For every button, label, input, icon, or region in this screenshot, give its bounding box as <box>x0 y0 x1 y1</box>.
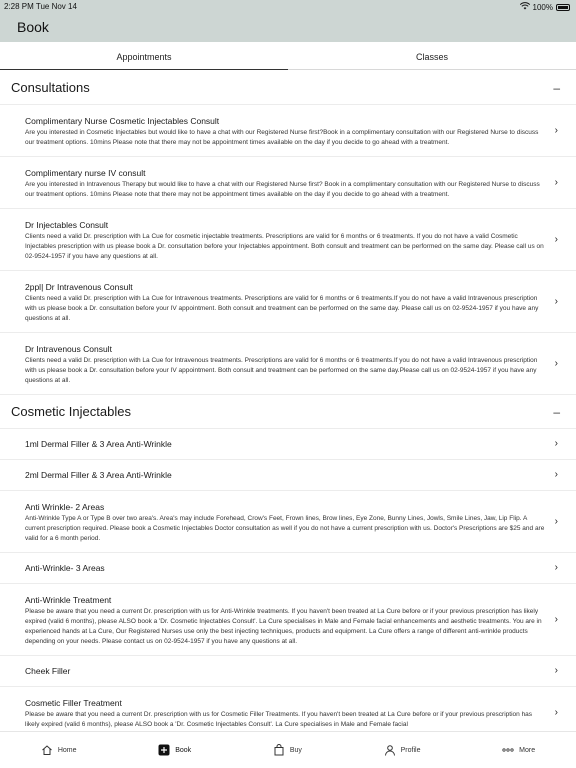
list-item[interactable] <box>0 656 576 687</box>
list-item[interactable] <box>0 105 576 157</box>
item-description: Are you interested in Intravenous Therapy but would like to have a chat with our Registered Nurse first? Book in a complimentary consultation with our Registered Nurse to discuss our treatment options. 10mins Please note that there may not be appointment times available on the day if you decide to go ahead with a treatment. <box>25 181 540 198</box>
list-item[interactable] <box>0 157 576 209</box>
list-item[interactable] <box>0 584 576 656</box>
nav-more[interactable] <box>502 744 535 756</box>
tab-classes[interactable]: Classes <box>415 52 448 62</box>
section-title: Consultations <box>11 80 90 95</box>
book-plus-icon <box>158 744 170 756</box>
item-description: Clients need a valid Dr. prescription with La Cue for cosmetic injectable treatments. Prescriptions are valid for 6 months or 6 treatments. If you do not have a valid Cosmetic Injectables prescription with us please book a Dr. consultation before your Injectables appointment. Both consult and treatment can be performed on the same day. Please call us on 02-9524-1957 if you have any questions at all. <box>25 233 544 260</box>
nav-label: Buy <box>289 746 302 754</box>
battery-percent: 100% <box>532 2 553 12</box>
item-title: Anti-Wrinkle- 3 Areas <box>25 563 105 573</box>
nav-label: Book <box>175 746 192 754</box>
item-title: Dr Injectables Consult <box>25 220 109 230</box>
status-indicators <box>520 2 570 12</box>
chevron-right-icon: › <box>554 357 558 369</box>
chevron-right-icon: › <box>554 176 558 188</box>
item-description: Please be aware that you need a current Dr. prescription with us for Cosmetic Filler Treatments. If you haven't been treated at La Cure before or if your previous prescription has likely expired (valid 6 months), please ALSO book a 'Dr. Cosmetic Injectables Consult'. La Cure specialises in Male and Female facial <box>25 711 533 728</box>
page-title: Book <box>17 19 49 35</box>
chevron-right-icon: › <box>554 295 558 307</box>
collapse-icon[interactable]: – <box>553 405 560 419</box>
more-icon <box>502 744 514 756</box>
list-item[interactable] <box>0 553 576 584</box>
profile-icon <box>384 744 396 756</box>
item-title: Complimentary Nurse Cosmetic Injectables Consult <box>25 116 220 126</box>
chevron-right-icon: › <box>554 469 558 480</box>
bottom-nav <box>0 731 576 768</box>
chevron-right-icon: › <box>554 706 558 718</box>
item-title: 2ppl| Dr Intravenous Consult <box>25 282 133 292</box>
list-item[interactable] <box>0 209 576 271</box>
item-description: Please be aware that you need a current Dr. prescription with us for Anti-Wrinkle treatments. If you haven't been treated at La Cure before or if your previous prescription has likely expired (valid 6 months), please ALSO book a 'Dr. Cosmetic Injectables Consult'. La Cure specialises in Male and Female facial enhancements and aesthetic treatments. You are in experienced hands at La Cure, Our Registered Nurses use only the best injecting techniques, products and equipment. La Cure offers a range of different anti-wrinkle products depending on your needs. Please contact us on 02-9524-1957 if you have any questions at all. <box>25 608 542 645</box>
chevron-right-icon: › <box>554 124 558 136</box>
nav-book[interactable] <box>158 744 191 756</box>
chevron-right-icon: › <box>554 665 558 676</box>
item-description: Anti-Wrinkle Type A or Type B over two area's. Area's may include Forehead, Crow's Feet, Frown lines, Brow lines, Eye Zone, Bunny Lines, Jowls, Smile Lines, Jaw, Lip Flip. A current prescription required. Please book a Cosmetic Injectables Doctor consultation as well if you do not have a current prescription with us. Doctor's Prescriptions are $25 and are valid for a 6 month period. <box>25 515 545 542</box>
nav-bar <box>0 14 576 42</box>
nav-label: Home <box>57 746 77 754</box>
item-title: Anti Wrinkle- 2 Areas <box>25 502 105 512</box>
item-description: Clients need a valid Dr. prescription with La Cue for Intravenous treatments. Prescriptions are valid for 6 months or 6 treatments.If you do not have a valid Intravenous prescription with us please book a Dr. consultation before your IV appointment. Both consult and treatment can be performed on the same day.Please call us on 02-9524-1957 if you have any questions at all. <box>25 357 538 384</box>
nav-label: More <box>519 746 536 754</box>
chevron-right-icon: › <box>554 515 558 527</box>
list-item[interactable] <box>0 460 576 491</box>
tab-appointments[interactable]: Appointments <box>0 42 288 69</box>
list-item[interactable] <box>0 687 576 731</box>
chevron-right-icon: › <box>554 562 558 573</box>
item-title: 2ml Dermal Filler & 3 Area Anti-Wrinkle <box>25 470 172 480</box>
section-header-cosmetic-injectables[interactable] <box>0 395 576 429</box>
wifi-icon <box>520 2 530 12</box>
nav-profile[interactable] <box>384 744 421 756</box>
list-item[interactable] <box>0 271 576 333</box>
battery-icon <box>556 4 570 11</box>
nav-label: Profile <box>400 746 421 754</box>
list-item[interactable] <box>0 491 576 553</box>
service-list[interactable] <box>0 71 576 731</box>
bag-icon <box>273 744 285 756</box>
collapse-icon[interactable]: – <box>553 81 560 95</box>
chevron-right-icon: › <box>554 613 558 625</box>
item-title: Dr Intravenous Consult <box>25 344 112 354</box>
item-title: 1ml Dermal Filler & 3 Area Anti-Wrinkle <box>25 439 172 449</box>
item-title: Anti-Wrinkle Treatment <box>25 595 112 605</box>
home-icon <box>41 744 53 756</box>
item-description: Clients need a valid Dr. prescription with La Cue for Intravenous treatments. Prescriptions are valid for 6 months or 6 treatments.If you do not have a valid Intravenous prescription with us please book a Dr. consultation before your IV appointment. Both consult and treatment can be performed on the same day. Please call us on 02-9524-1957 if you have any questions at all. <box>25 295 539 322</box>
tab-bar <box>0 42 576 70</box>
item-title: Complimentary nurse IV consult <box>25 168 146 178</box>
status-bar <box>0 0 576 14</box>
section-header-consultations[interactable] <box>0 71 576 105</box>
status-time: 2:28 PM Tue Nov 14 <box>4 2 77 11</box>
chevron-right-icon: › <box>554 233 558 245</box>
item-title: Cosmetic Filler Treatment <box>25 698 122 708</box>
list-item[interactable] <box>0 429 576 460</box>
item-description: Are you interested in Cosmetic Injectables but would like to have a chat with our Registered Nurse first?Book in a complimentary consultation with our Registered Nurse to discuss our treatment options. 10mins Please note that there may not be appointment times available on the day if you decide to go ahead with a treatment. <box>25 129 539 146</box>
nav-buy[interactable] <box>273 744 302 756</box>
list-item[interactable] <box>0 333 576 395</box>
chevron-right-icon: › <box>554 438 558 449</box>
item-title: Cheek Filler <box>25 666 71 676</box>
nav-home[interactable] <box>41 744 77 756</box>
section-title: Cosmetic Injectables <box>11 404 131 419</box>
